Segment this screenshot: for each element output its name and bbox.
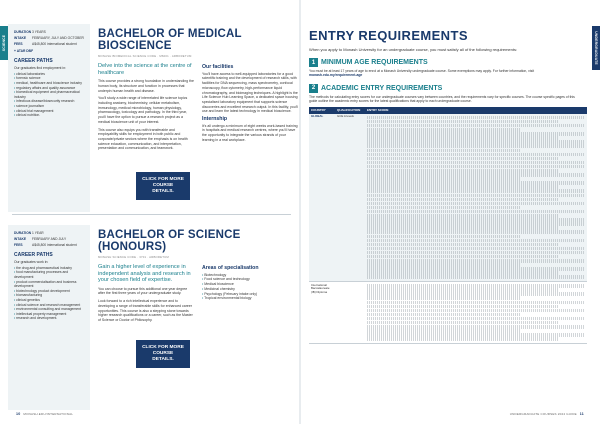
course-code: MONASH BIOMEDICAL SCIENCE CODE · M6001 · ARBORETUM [98, 54, 192, 58]
list-item: • clinical trial management [14, 109, 85, 114]
table-row [309, 282, 587, 344]
course-paragraph: You can choose to pursue this additional one year degree after the first three years of your undergraduate study. [98, 286, 188, 296]
course-paragraph: This course provides a strong foundation in understanding the human body, its structure and function in processes that underpin human health and disease. [98, 79, 194, 93]
section-number: 2 [309, 84, 318, 93]
course-title: BACHELOR OF MEDICAL BIOSCIENCE [98, 28, 242, 52]
course-column-1 [98, 63, 194, 154]
qualification-cell: GCE A levels [335, 114, 365, 282]
course-paragraph: Look forward to a rich intellectual experience and to developing a range of transferable skills for enhanced career opportunities. This course is also a stepping stone towards higher research qualifications or a career, such as the Master of Science or Doctor of Philosophy. [98, 299, 193, 322]
internship-text: It's all undergo a minimum of eight weeks work-based training in hospitals and medical research centres, where you'll have the opportunity to integrate the various strands of your learning in a real workplace. [202, 123, 298, 142]
list-item: • biotechnology product development [14, 289, 85, 294]
entry-score-cell [365, 282, 587, 344]
list-item: • medical, healthcare and bioscience industry [14, 81, 85, 86]
list-item: • environmental consulting and management [14, 307, 85, 312]
list-item: • clinical genetics [14, 298, 85, 303]
side-tab-science: SCIENCE [0, 26, 8, 60]
list-item: • Food science and technology [202, 277, 298, 282]
section-heading-2 [309, 84, 592, 93]
list-item: • infectious disease/biosecurity research [14, 99, 85, 104]
list-item: • clinical nutrition. [14, 113, 85, 118]
list-item: • the drug and pharmaceutical industry [14, 266, 85, 271]
section-heading-1 [309, 58, 592, 67]
fact-intake: INTAKE FEBRUARY AND JULY [14, 236, 67, 241]
left-page [8, 0, 299, 424]
country-cell: International Baccalaureate (IB) Diploma [309, 282, 335, 344]
course-column-2 [202, 63, 298, 154]
footer-text: MONASH.EDU/INTERNATIONAL [23, 412, 74, 416]
course-lead: Delve into the science at the centre of healthcare [98, 63, 192, 76]
career-paths-heading: CAREER PATHS [14, 57, 53, 64]
course-facts-sidebar [8, 225, 90, 410]
career-paths-heading: CAREER PATHS [14, 251, 53, 258]
fine-print-lines [367, 284, 585, 288]
page-title: ENTRY REQUIREMENTS [309, 28, 468, 43]
qualification-cell [335, 282, 365, 344]
course-block-medical-bioscience [8, 24, 299, 212]
fine-print-lines [367, 116, 585, 120]
career-paths-intro: Our graduates find employment in: [14, 65, 67, 70]
fact-intake: INTAKE FEBRUARY, JULY AND OCTOBER [14, 35, 84, 40]
page-number: 10 [16, 412, 21, 416]
right-page [301, 0, 592, 424]
course-details-button[interactable]: CLICK FOR MORE COURSE DETAILS. [136, 340, 190, 368]
column-header: COUNTRY [309, 107, 335, 114]
section-title: MINIMUM AGE REQUIREMENTS [321, 59, 428, 66]
column-header: ENTRY SCORE [365, 107, 587, 114]
list-item: • regulatory affairs and quality assurance [14, 86, 85, 91]
list-item: • intellectual property management [14, 312, 85, 317]
list-item: • Medicinal chemistry [202, 287, 298, 292]
facilities-heading: Our facilities [202, 64, 234, 70]
list-item: • biomedical equipment and pharmaceutical industry [14, 90, 85, 99]
fact-fees: FEES A$45,800 international student [14, 41, 77, 46]
fact-duration: DURATION 1 YEAR [14, 231, 44, 235]
course-facts [14, 30, 85, 46]
list-item: • forensic science [14, 76, 85, 81]
course-main [98, 28, 298, 154]
section-number: 1 [309, 58, 318, 67]
course-paragraph: You'll study a wide range of interrelated life science topics including anatomy, biochemistry, cellular metabolism, immunology, medical microbiology, human physiology, pharmacology, toxicology and pathology. In the third year, you'll have the option to pursue a research project as a medical bioscience unit of your interest. [98, 96, 188, 124]
course-columns [98, 264, 298, 326]
age-requirement-link[interactable]: monash.edu.my/requirement-age [309, 73, 363, 78]
section-text-1: You must be at least 17 years of age to enrol at a Monash University undergraduate course. Some exemptions may apply. For further information, visit monash.edu.my/requirement-age [309, 69, 535, 78]
list-item: • Tropical environmental biology [202, 296, 298, 301]
side-tab-undergraduate: UNDERGRADUATE [592, 26, 600, 70]
course-lead: Gain a higher level of experience in independent analysis and research in your chosen field of expertise. [98, 264, 191, 284]
country-cell: GLOBAL [309, 114, 335, 282]
internship-heading: Internship [202, 116, 228, 123]
footer-text: UNDERGRADUATE COURSES 2024 GUIDE [509, 412, 577, 416]
list-item: • clinical laboratories [14, 72, 85, 77]
course-details-button[interactable]: CLICK FOR MORE COURSE DETAILS. [136, 172, 190, 200]
career-paths-intro: Our graduates work in: [14, 259, 49, 264]
course-block-science-honours [8, 225, 299, 410]
fact-duration: DURATION 3 YEARS [14, 30, 46, 34]
section-divider [12, 214, 291, 215]
page-intro: When you apply to Monash University for an undergraduate course, you must satisfy all of the following requirements: [309, 47, 518, 52]
list-item: • clinical science and research management [14, 303, 85, 308]
entry-requirements-table [309, 107, 587, 344]
course-main [98, 229, 298, 326]
specialisation-heading: Areas of specialisation [202, 265, 259, 271]
specialisation-list [202, 273, 298, 301]
course-title: BACHELOR OF SCIENCE (HONOURS) [98, 229, 241, 253]
list-item: • science journalism [14, 104, 85, 109]
career-list [14, 72, 85, 118]
course-paragraph: This course also equips you with transferable and employability skills for employment in both public and corporate/private sectors where the emphasis is on health science education, communication, and interpretation, presentation and communication, and teamwork. [98, 127, 188, 151]
course-column-1 [98, 264, 194, 326]
course-facts-sidebar [8, 24, 90, 212]
list-item: • Biotechnology [202, 273, 298, 278]
course-columns [98, 63, 298, 154]
list-item: • biomanufacturing [14, 293, 85, 298]
course-code: MONASH SCIENCE CODE · 3701 · ARBORETUM [98, 255, 169, 259]
list-item: • food manufacturing processes and development [14, 270, 85, 279]
page-number: 11 [579, 412, 584, 416]
list-item: • product commercialisation and business development [14, 280, 85, 289]
course-facts [14, 231, 85, 247]
list-item: • Psychology (February intake only) [202, 292, 298, 297]
career-list [14, 266, 85, 321]
atar-label: + ATAR DBF [14, 48, 34, 53]
right-footer [510, 412, 584, 416]
section-title: ACADEMIC ENTRY REQUIREMENTS [321, 84, 443, 92]
section-text-2: The methods for calculating entry scores for our undergraduate courses vary between countries, and the requirements vary for specific courses. The course specific pages of this guide outline the academic entry scores for the latest qualifications that apply to each undergraduate course. [309, 94, 575, 103]
table-row [309, 114, 587, 282]
column-header: QUALIFICATION [335, 107, 365, 114]
list-item: • research and development. [14, 316, 85, 321]
list-item: • Medical bioscience [202, 282, 298, 287]
fact-fees: FEES A$45,800 international student [14, 242, 77, 247]
left-footer [16, 412, 73, 416]
facilities-text: You'll have access to well-equipped laboratories for a good scientific training and the development of research skills, with facilities for DNA sequencing, mass spectrometry, confocal microscopy, flow cytometry, high-performance liquid chromatography, and bioimaging techniques. A highlight is the Life Science Hub Learning Space, a dedicated space housing specialised laboratory equipment that supports science discoveries and excellent research output. In this facility, you'll use and learn the latest technology in medical bioscience. [202, 71, 298, 114]
course-column-2 [202, 264, 298, 326]
entry-score-cell [365, 114, 587, 282]
